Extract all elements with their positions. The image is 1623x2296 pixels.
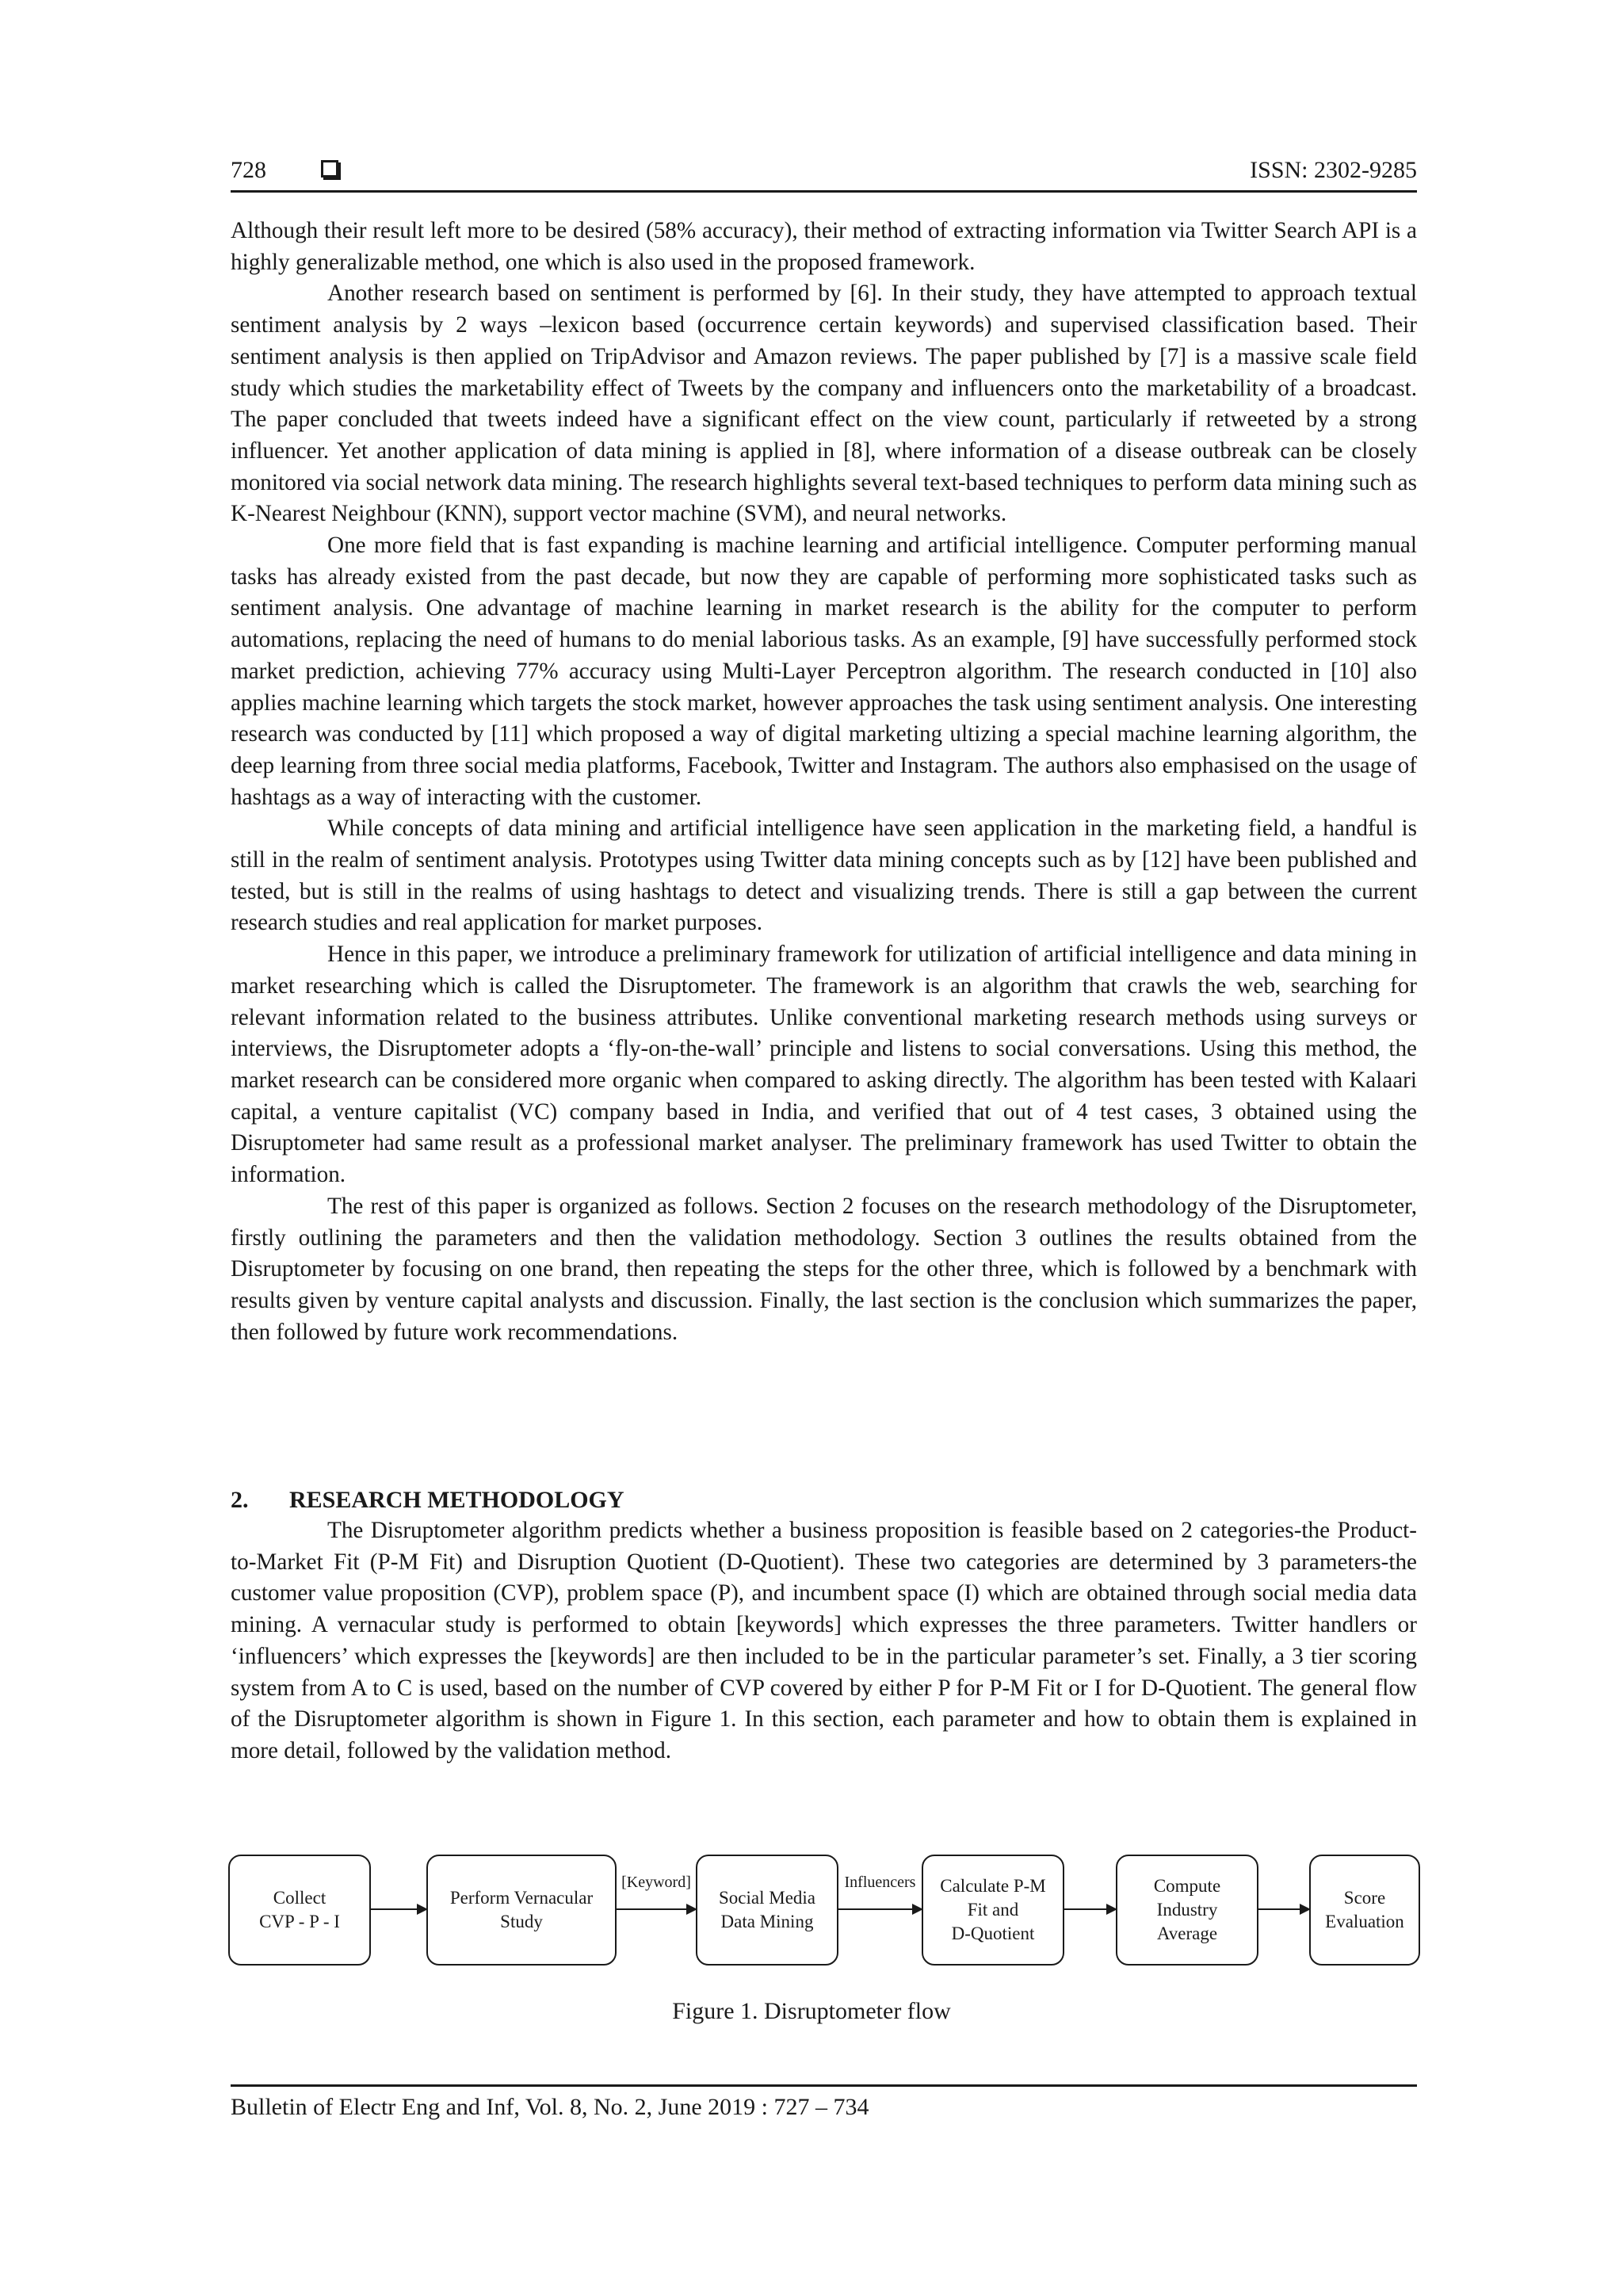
figure-caption: Figure 1. Disruptometer flow [672,1998,951,2024]
paragraph: The rest of this paper is organized as follows. Section 2 focuses on the research methodology of the Disruptometer, firstly outlining the parameters and then the validation methodology. Section 3 outlines the results obtained from the Disruptometer by focusing on one brand, then repeating the steps for the other three, which is followed by a benchmark with results given by venture capital analysts and discussion. Finally, the last section is the conclusion which summarizes the paper, then followed by future work recommendations. [231,1193,1417,1345]
flow-arrow [838,1908,922,1910]
flow-arrow [617,1908,696,1910]
flow-node-collect: Collect CVP - P - I [228,1855,371,1966]
edge-label-keyword: [Keyword] [621,1874,691,1891]
issn: ISSN: 2302-9285 [1250,157,1417,183]
section-number: 2. [231,1487,249,1513]
flow-node-industry-average: Compute Industry Average [1116,1855,1258,1966]
footer-rule [231,2084,1417,2087]
square-box-icon [321,160,338,178]
paragraph: Hence in this paper, we introduce a preliminary framework for utilization of artificial intelligence and data mining in market researching which is called the Disruptometer. The framework is an algorithm that crawls the web, searching for relevant information related to the business attributes. Unlike conventional marketing research methods using surveys or interviews, the Disruptometer adopts a ‘fly-on-the-wall’ principle and listens to social conversations. Using this method, the market research can be considered more organic when compared to asking directly. The algorithm has been tested with Kalaari capital, a venture capitalist (VC) company based in India, and verified that out of 4 test cases, 3 obtained using the Disruptometer had same result as a professional market analyser. The preliminary framework has used Twitter to obtain the information. [231,942,1417,1188]
flow-arrow [1064,1908,1116,1910]
header-rule [231,190,1417,193]
flow-diagram [228,1855,1420,1989]
footer-citation: Bulletin of Electr Eng and Inf, Vol. 8, No. 2, June 2019 : 727 – 734 [231,2094,869,2120]
flow-arrow [371,1908,426,1910]
paragraph: Another research based on sentiment is performed by [6]. In their study, they have attempted to approach textual sentiment analysis by 2 ways –lexicon based (occurrence certain keywords) and supervised classification based. Their sentiment analysis is then applied on TripAdvisor and Amazon reviews. The paper published by [7] is a massive scale field study which studies the marketability effect of Tweets by the company and influencers onto the marketability of a broadcast. The paper concluded that tweets indeed have a significant effect on the view count, particularly if retweeted by a strong influencer. Yet another application of data mining is applied in [8], where information of a disease outbreak can be closely monitored via social network data mining. The research highlights several text-based techniques to perform data mining such as K-Nearest Neighbour (KNN), support vector machine (SVM), and neural networks. [231,281,1417,527]
section-body [231,1515,1417,1767]
page-number: 728 [231,157,266,183]
paragraph: While concepts of data mining and artificial intelligence have seen application in the marketing field, a handful is still in the realm of sentiment analysis. Prototypes using Twitter data mining concepts such as by [12] have been published and tested, but is still in the realms of using hashtags to detect and visualizing trends. There is still a gap between the current research studies and real application for market purposes. [231,816,1417,936]
flow-node-data-mining: Social Media Data Mining [696,1855,838,1966]
flow-arrow [1258,1908,1309,1910]
section-title: RESEARCH METHODOLOGY [289,1487,624,1513]
flow-node-score-evaluation: Score Evaluation [1309,1855,1420,1966]
flow-node-vernacular-study: Perform Vernacular Study [426,1855,617,1966]
edge-label-influencers: Influencers [844,1874,916,1891]
flow-node-calculate: Calculate P-M Fit and D-Quotient [922,1855,1064,1966]
body-text [231,216,1417,1348]
section-heading [231,1487,624,1514]
paragraph: The Disruptometer algorithm predicts whether a business proposition is feasible based on 2 categories-the Product-to-Market Fit (P-M Fit) and Disruption Quotient (D-Quotient). These two categories are determined by 3 parameters-the customer value proposition (CVP), problem space (P), and incumbent space (I) which are obtained through social media data mining. A vernacular study is performed to obtain [keywords] which expresses the three parameters. Twitter handlers or ‘influencers’ which expresses the [keywords] are then included to be in the particular parameter’s set. Finally, a 3 tier scoring system from A to C is used, based on the number of CVP covered by either P for P-M Fit or I for D-Quotient. The general flow of the Disruptometer algorithm is shown in Figure 1. In this section, each parameter and how to obtain them is explained in more detail, followed by the validation method. [231,1518,1417,1763]
page-header [231,151,1417,190]
paragraph: One more field that is fast expanding is machine learning and artificial intelligence. Computer performing manual tasks has already existed from the past decade, but now they are capable of performing more sophisticated tasks such as sentiment analysis. One advantage of machine learning in market research is the ability for the computer to perform automations, replacing the need of humans to do menial laborious tasks. As an example, [9] have successfully performed stock market prediction, achieving 77% accuracy using Multi-Layer Perceptron algorithm. The research conducted in [10] also applies machine learning which targets the stock market, however approaches the task using sentiment analysis. One interesting research was conducted by [11] which proposed a way of digital marketing ultizing a special machine learning algorithm, the deep learning from three social media platforms, Facebook, Twitter and Instagram. The authors also emphasised on the usage of hashtags as a way of interacting with the customer. [231,533,1417,810]
paragraph: Although their result left more to be desired (58% accuracy), their method of extracting information via Twitter Search API is a highly generalizable method, one which is also used in the proposed framework. [231,218,1417,275]
